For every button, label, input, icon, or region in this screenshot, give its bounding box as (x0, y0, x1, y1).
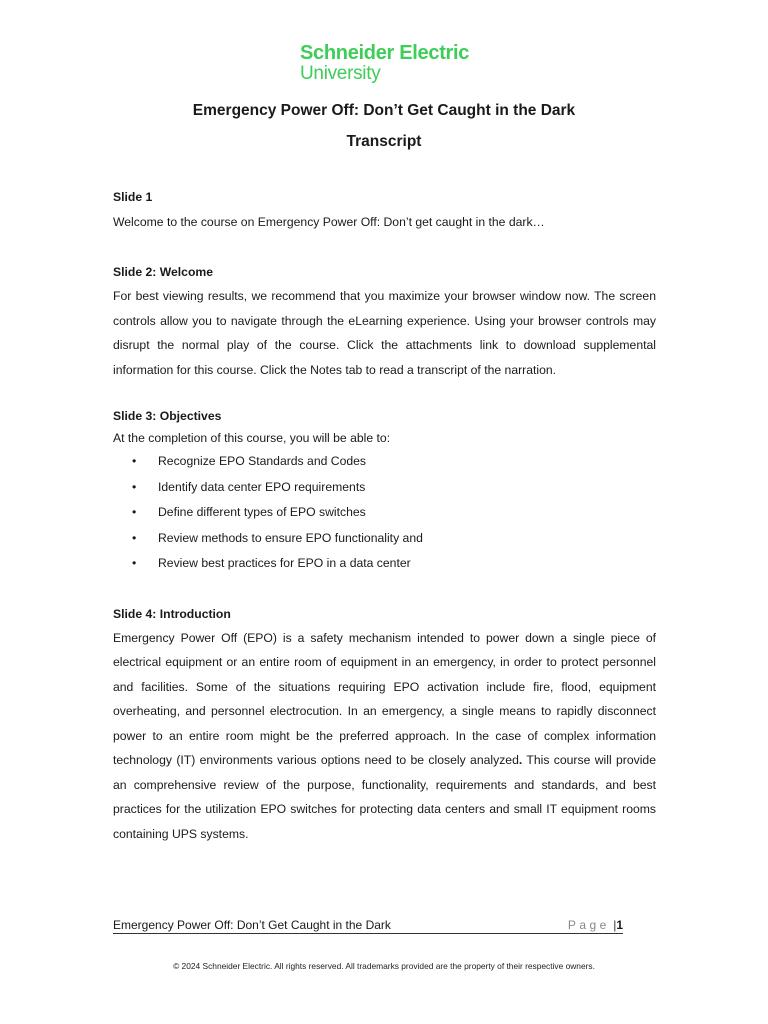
list-item (113, 526, 656, 552)
slide-4-text (113, 626, 656, 847)
bullet-icon: • (132, 556, 137, 570)
bullet-icon: • (132, 505, 137, 519)
slide-2-text: For best viewing results, we recommend that you maximize your browser window now. The screen controls allow you to navigate through the eLearning experience. Using your browser controls may disrupt the normal play of the course. Click the attachments link to download supplemental information for this course. Click the Notes tab to read a transcript of the narration. (113, 289, 656, 377)
bullet-icon: • (132, 530, 137, 545)
list-item (113, 500, 656, 526)
objective-text: Review best practices for EPO in a data center (158, 556, 411, 570)
list-item (113, 475, 656, 501)
transcript-body (113, 188, 656, 846)
document-subtitle: Transcript (346, 133, 422, 150)
document-title: Emergency Power Off: Don’t Get Caught in the Dark (192, 102, 576, 119)
page-indicator (568, 918, 623, 932)
slide-3-section (113, 407, 656, 577)
slide-4-text-part2: This course will provide an comprehensive review of the purpose, functionality, requirements and standards, and best practices for the utilization EPO switches for protecting data centers and small IT equipment rooms containing UPS systems. (113, 753, 656, 841)
page-separator: | (613, 918, 617, 932)
slide-2-heading: Slide 2: Welcome (113, 265, 214, 279)
page-footer (113, 918, 623, 934)
slide-4-bold-period: . (518, 753, 523, 767)
page-number: 1 (616, 918, 623, 932)
objective-text: Recognize EPO Standards and Codes (158, 454, 366, 468)
logo-brand-name: Schneider Electric (300, 42, 470, 64)
objective-text: Review methods to ensure EPO functionality and (158, 530, 423, 545)
slide-1-text: Welcome to the course on Emergency Power Off: Don’t get caught in the dark… (113, 215, 545, 229)
bullet-icon: • (132, 454, 137, 468)
slide-3-intro: At the completion of this course, you will be able to: (113, 431, 391, 445)
slide-4-heading: Slide 4: Introduction (113, 606, 231, 621)
schneider-electric-university-logo (300, 42, 469, 83)
page-label: Page (567, 918, 610, 932)
slide-1-section (113, 188, 656, 231)
objective-text: Identify data center EPO requirements (158, 479, 366, 494)
list-item (113, 449, 656, 475)
list-item (113, 551, 656, 577)
logo-subtitle: University (300, 63, 381, 84)
slide-4-section (113, 605, 656, 847)
slide-1-heading: Slide 1 (113, 190, 153, 204)
objective-text: Define different types of EPO switches (158, 505, 366, 519)
slide-2-section (113, 263, 656, 382)
objectives-list (113, 449, 656, 577)
bullet-icon: • (132, 479, 137, 494)
copyright-notice: © 2024 Schneider Electric. All rights reserved. All trademarks provided are the property of their respective owners. (173, 961, 595, 971)
slide-3-heading: Slide 3: Objectives (113, 409, 222, 423)
slide-4-text-part1: Emergency Power Off (EPO) is a safety mechanism intended to power down a single piece of electrical equipment or an entire room of equipment in an emergency, in order to protect personnel and facilities. Some of the situations requiring EPO activation include fire, flood, equipment overheating, and personnel electrocution. In an emergency, a single means to rapidly disconnect power to an entire room might be the preferred approach. In the case of complex information technology (IT) environments various options need to be closely analyzed (113, 630, 656, 767)
footer-title: Emergency Power Off: Don’t Get Caught in the Dark (113, 918, 391, 932)
